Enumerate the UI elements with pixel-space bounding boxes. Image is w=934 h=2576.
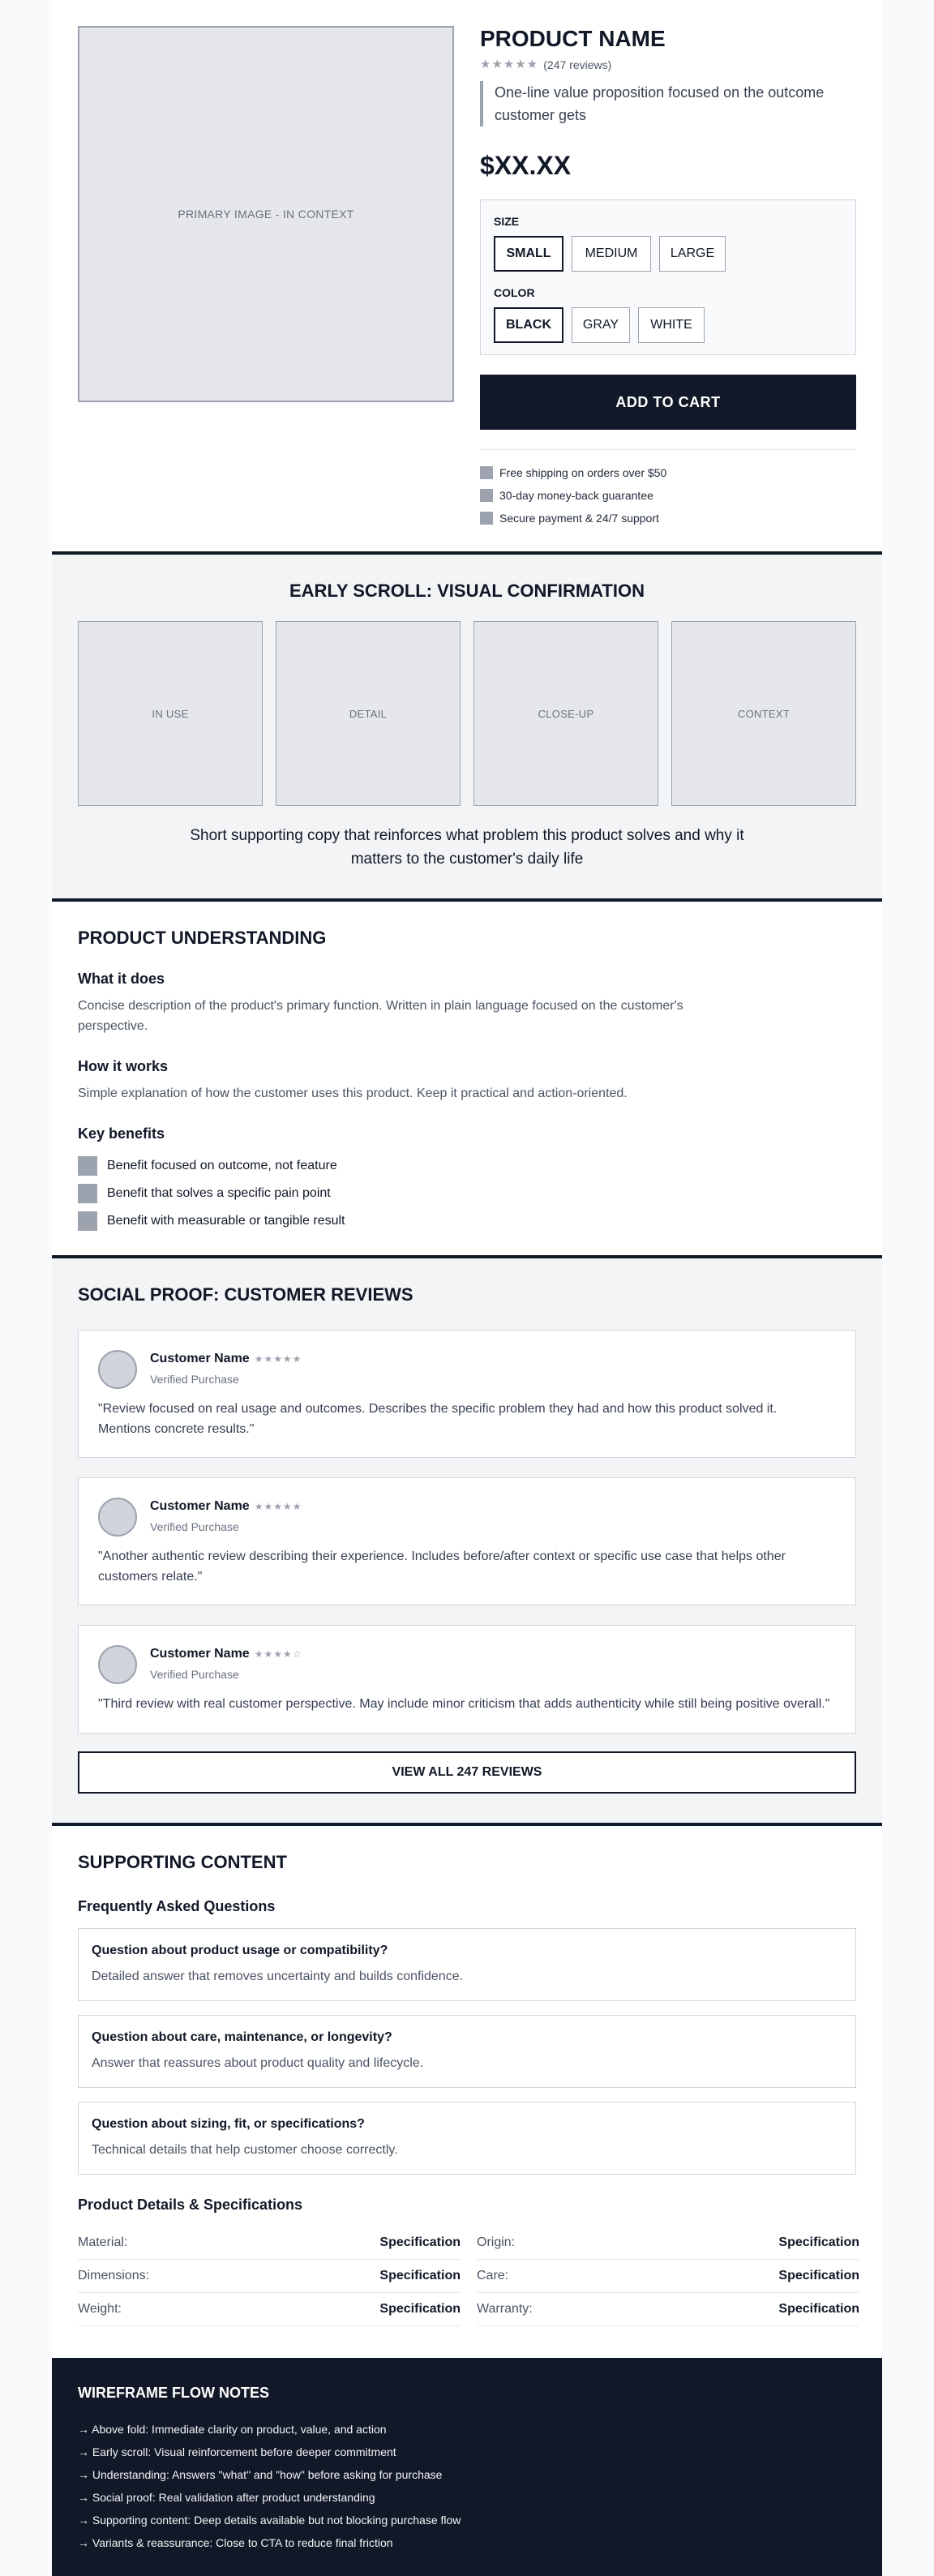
faq-item[interactable] (78, 2102, 856, 2175)
color-option-black[interactable]: BLACK (494, 307, 563, 343)
what-it-does-heading: What it does (78, 971, 165, 987)
gallery-image-close-up[interactable] (473, 621, 658, 806)
star-rating-icon: ★★★★★ (254, 1353, 302, 1365)
notes-list (78, 2418, 856, 2554)
size-option-medium[interactable]: MEDIUM (572, 236, 651, 272)
note-item: → Social proof: Real validation after product understanding (78, 2491, 375, 2504)
reviewer-header (150, 1647, 302, 1661)
shipping-icon (480, 466, 493, 479)
understanding-title: PRODUCT UNDERSTANDING (78, 928, 327, 948)
supporting-title: SUPPORTING CONTENT (78, 1852, 287, 1872)
verified-badge: Verified Purchase (150, 1520, 239, 1533)
wireframe-notes-section (52, 2358, 882, 2576)
key-benefits-heading: Key benefits (78, 1125, 165, 1142)
reviewer-name: Customer Name (150, 1499, 250, 1513)
faq-answer: Detailed answer that removes uncertainty and builds confidence. (92, 1970, 464, 1983)
primary-product-image[interactable] (78, 26, 454, 402)
review-card (78, 1477, 856, 1605)
review-card (78, 1625, 856, 1734)
hero-section (52, 0, 882, 551)
color-label: COLOR (494, 286, 535, 299)
rating-summary[interactable] (480, 58, 856, 71)
spec-key: Care: (477, 2269, 509, 2282)
verified-badge: Verified Purchase (150, 1373, 239, 1386)
supporting-copy: Short supporting copy that reinforces what problem this product solves and why it matters to the customer's daily life (190, 827, 744, 868)
price: $XX.XX (480, 151, 572, 180)
review-count[interactable]: (247 reviews) (543, 58, 612, 71)
spec-row (78, 2293, 461, 2326)
size-option-large[interactable]: LARGE (659, 236, 726, 272)
benefit-icon (78, 1211, 97, 1231)
trust-text: Free shipping on orders over $50 (499, 466, 667, 479)
notes-title: WIREFRAME FLOW NOTES (78, 2385, 269, 2401)
reviews-title: SOCIAL PROOF: CUSTOMER REVIEWS (78, 1284, 413, 1305)
faq-question: Question about sizing, fit, or specifications? (92, 2117, 365, 2131)
color-option-gray[interactable]: GRAY (572, 307, 630, 343)
faq-heading: Frequently Asked Questions (78, 1898, 276, 1914)
spec-key: Material: (78, 2235, 128, 2249)
benefit-icon (78, 1184, 97, 1203)
benefits-list (78, 1152, 856, 1235)
value-proposition: One-line value proposition focused on the outcome customer gets (480, 81, 856, 126)
avatar (98, 1498, 137, 1537)
trust-item (480, 507, 856, 529)
gallery-label: IN USE (152, 707, 189, 720)
spec-key: Dimensions: (78, 2269, 150, 2282)
spec-row (78, 2260, 461, 2293)
reviewer-header (150, 1352, 302, 1366)
gallery-label: DETAIL (349, 707, 388, 720)
gallery-label: CLOSE-UP (538, 707, 594, 720)
product-page (52, 0, 882, 2576)
star-rating-icon: ★★★★★ (480, 58, 539, 71)
faq-item[interactable] (78, 1928, 856, 2001)
benefit-icon (78, 1156, 97, 1176)
note-item: → Supporting content: Deep details available but not blocking purchase flow (78, 2514, 461, 2527)
reviewer-name: Customer Name (150, 1352, 250, 1365)
secure-payment-icon (480, 512, 493, 525)
size-option-small[interactable]: SMALL (494, 236, 563, 272)
early-scroll-title: EARLY SCROLL: VISUAL CONFIRMATION (289, 581, 645, 601)
add-to-cart-button[interactable]: ADD TO CART (480, 375, 856, 430)
faq-answer: Technical details that help customer choose correctly. (92, 2143, 398, 2157)
review-card (78, 1330, 856, 1458)
spec-row (477, 2293, 859, 2326)
review-text: "Another authentic review describing their experience. Includes before/after context or specific use case that helps other customers relate." (98, 1549, 786, 1584)
benefit-text: Benefit focused on outcome, not feature (107, 1159, 337, 1172)
spec-value: Specification (379, 2302, 461, 2316)
review-text: "Third review with real customer perspective. May include minor criticism that adds authenticity while still being positive overall." (98, 1697, 830, 1711)
view-all-reviews-button[interactable]: VIEW ALL 247 REVIEWS (78, 1751, 856, 1794)
gallery-image-detail[interactable] (276, 621, 461, 806)
supporting-content-section (52, 1826, 882, 2358)
benefit-text: Benefit that solves a specific pain point (107, 1186, 331, 1200)
trust-signals (480, 461, 856, 529)
note-item: → Above fold: Immediate clarity on product, value, and action (78, 2423, 387, 2436)
note-item: → Early scroll: Visual reinforcement before deeper commitment (78, 2445, 396, 2458)
spec-key: Weight: (78, 2302, 122, 2316)
spec-row (78, 2227, 461, 2260)
color-options (494, 307, 842, 343)
spec-key: Origin: (477, 2235, 516, 2249)
benefit-item (78, 1152, 856, 1180)
spec-value: Specification (379, 2269, 461, 2282)
size-label: SIZE (494, 215, 520, 228)
trust-item (480, 484, 856, 507)
trust-text: 30-day money-back guarantee (499, 489, 653, 502)
guarantee-icon (480, 489, 493, 502)
customer-reviews-section (52, 1258, 882, 1823)
variant-selector (480, 199, 856, 355)
spec-value: Specification (778, 2235, 859, 2249)
faq-question: Question about product usage or compatibility? (92, 1944, 388, 1957)
faq-item[interactable] (78, 2015, 856, 2088)
benefit-item (78, 1207, 856, 1235)
reviewer-header (150, 1499, 302, 1514)
gallery-label: CONTEXT (737, 707, 790, 720)
divider (480, 449, 856, 450)
size-options (494, 236, 842, 272)
gallery-image-in-use[interactable] (78, 621, 263, 806)
verified-badge: Verified Purchase (150, 1668, 239, 1681)
note-item: → Variants & reassurance: Close to CTA to reduce final friction (78, 2536, 393, 2549)
spec-value: Specification (778, 2269, 859, 2282)
product-understanding-section (52, 902, 882, 1255)
spec-row (477, 2260, 859, 2293)
spec-value: Specification (778, 2302, 859, 2316)
avatar (98, 1645, 137, 1684)
avatar (98, 1350, 137, 1389)
product-title: PRODUCT NAME (480, 26, 666, 51)
spec-key: Warranty: (477, 2302, 533, 2316)
faq-answer: Answer that reassures about product quality and lifecycle. (92, 2056, 424, 2070)
how-it-works-body: Simple explanation of how the customer uses this product. Keep it practical and action-oriented. (78, 1087, 628, 1100)
spec-value: Specification (379, 2235, 461, 2249)
benefit-item (78, 1180, 856, 1207)
reviewer-name: Customer Name (150, 1647, 250, 1661)
gallery-image-context[interactable] (671, 621, 856, 806)
product-info (480, 26, 856, 529)
star-rating-icon: ★★★★☆ (254, 1648, 302, 1660)
trust-item (480, 461, 856, 484)
how-it-works-heading: How it works (78, 1058, 169, 1074)
image-placeholder-label: PRIMARY IMAGE - IN CONTEXT (178, 208, 354, 221)
trust-text: Secure payment & 24/7 support (499, 512, 659, 525)
note-item: → Understanding: Answers "what" and "how" before asking for purchase (78, 2468, 443, 2481)
spec-row (477, 2227, 859, 2260)
what-it-does-body: Concise description of the product's primary function. Written in plain language focused on the customer's perspective. (78, 999, 683, 1033)
color-option-white[interactable]: WHITE (638, 307, 705, 343)
benefit-text: Benefit with measurable or tangible result (107, 1214, 345, 1228)
faq-question: Question about care, maintenance, or longevity? (92, 2030, 392, 2044)
early-scroll-section (52, 555, 882, 898)
review-text: "Review focused on real usage and outcomes. Describes the specific problem they had and how this product solved it. Mentions concrete results." (98, 1402, 778, 1436)
star-rating-icon: ★★★★★ (254, 1501, 302, 1512)
specs-heading: Product Details & Specifications (78, 2197, 303, 2213)
visual-gallery (78, 621, 856, 806)
